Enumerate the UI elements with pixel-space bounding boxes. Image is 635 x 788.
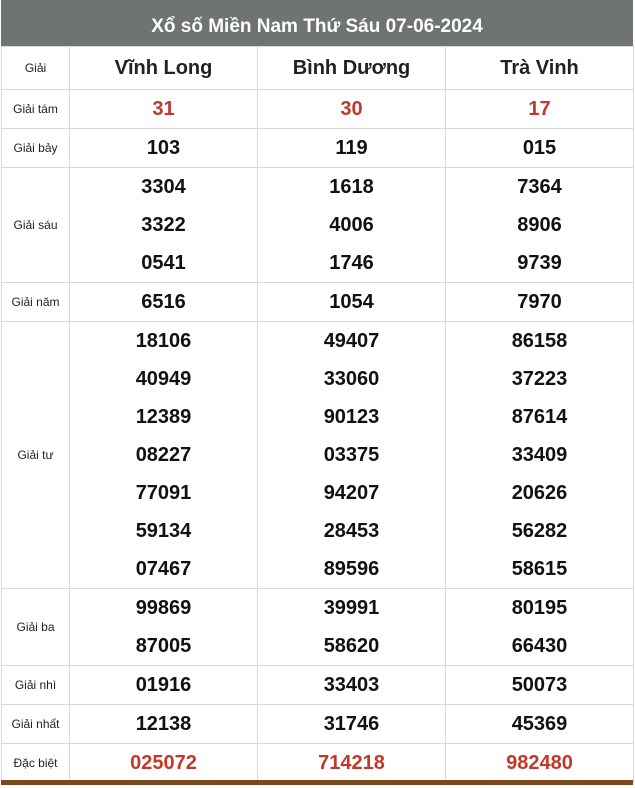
prize-number: 015 <box>522 137 557 159</box>
prize-label: Giải năm <box>2 283 70 322</box>
prize-number: 18106 <box>135 330 192 352</box>
prize-cell <box>446 283 634 322</box>
prize-number: 66430 <box>511 635 568 657</box>
prize-cell <box>70 744 258 783</box>
prize-row <box>2 129 634 168</box>
prize-number: 89596 <box>323 558 380 580</box>
province-header-vinh-long[interactable]: Vĩnh Long <box>70 47 258 90</box>
prize-number: 31 <box>152 98 175 120</box>
prize-label: Giải sáu <box>2 168 70 283</box>
prize-number: 025072 <box>130 752 197 774</box>
prize-number: 33403 <box>323 674 380 696</box>
prize-number: 20626 <box>511 482 568 504</box>
prize-number: 08227 <box>135 444 192 466</box>
prize-cell <box>258 322 446 589</box>
prize-cell <box>70 90 258 129</box>
prize-cell <box>258 666 446 705</box>
prize-number: 6516 <box>141 291 186 313</box>
prize-cell <box>446 168 634 283</box>
prize-number: 7364 <box>517 176 562 198</box>
prize-number: 94207 <box>323 482 380 504</box>
prize-number: 9739 <box>517 252 562 274</box>
prize-row <box>2 322 634 589</box>
results-title: Xổ số Miền Nam Thứ Sáu 07-06-2024 <box>1 0 633 46</box>
prize-number: 86158 <box>511 330 568 352</box>
prize-cell <box>446 666 634 705</box>
prize-row <box>2 589 634 666</box>
prize-cell <box>258 283 446 322</box>
prize-number: 50073 <box>511 674 568 696</box>
prize-number: 80195 <box>511 597 568 619</box>
prize-column-header: Giải <box>2 47 70 90</box>
prize-number: 33409 <box>511 444 568 466</box>
prize-cell <box>70 705 258 744</box>
prize-cell <box>446 129 634 168</box>
prize-label: Giải tám <box>2 90 70 129</box>
prize-number: 982480 <box>506 752 573 774</box>
prize-number: 1054 <box>329 291 374 313</box>
prize-number: 8906 <box>517 214 562 236</box>
prize-number: 1746 <box>329 252 374 274</box>
prize-row <box>2 283 634 322</box>
prize-number: 49407 <box>323 330 380 352</box>
prize-cell <box>446 90 634 129</box>
prize-cell <box>446 322 634 589</box>
results-table <box>1 46 634 783</box>
prize-label: Đặc biệt <box>2 744 70 783</box>
prize-number: 3322 <box>141 214 186 236</box>
prize-cell <box>70 589 258 666</box>
prize-number: 01916 <box>135 674 192 696</box>
prize-number: 99869 <box>135 597 192 619</box>
province-header-tra-vinh[interactable]: Trà Vinh <box>446 47 634 90</box>
prize-cell <box>258 168 446 283</box>
prize-cell <box>70 322 258 589</box>
prize-cell <box>70 168 258 283</box>
bottom-divider <box>1 780 633 785</box>
prize-number: 119 <box>335 137 368 159</box>
prize-number: 12138 <box>135 713 192 735</box>
prize-number: 4006 <box>329 214 374 236</box>
prize-number: 31746 <box>323 713 380 735</box>
prize-number: 87005 <box>135 635 192 657</box>
prize-number: 87614 <box>511 406 568 428</box>
results-widget <box>1 0 633 783</box>
prize-number: 58620 <box>323 635 380 657</box>
prize-cell <box>258 705 446 744</box>
prize-number: 1618 <box>329 176 374 198</box>
prize-cell <box>446 705 634 744</box>
prize-number: 77091 <box>135 482 192 504</box>
prize-number: 56282 <box>511 520 568 542</box>
prize-row <box>2 666 634 705</box>
prize-row <box>2 744 634 783</box>
prize-cell <box>70 666 258 705</box>
prize-number: 714218 <box>318 752 385 774</box>
prize-number: 59134 <box>135 520 192 542</box>
prize-label: Giải ba <box>2 589 70 666</box>
prize-number: 39991 <box>323 597 380 619</box>
prize-number: 58615 <box>511 558 568 580</box>
prize-cell <box>446 589 634 666</box>
prize-number: 40949 <box>135 368 192 390</box>
prize-cell <box>258 129 446 168</box>
prize-label: Giải nhì <box>2 666 70 705</box>
prize-number: 45369 <box>511 713 568 735</box>
province-header-binh-duong[interactable]: Bình Dương <box>258 47 446 90</box>
prize-cell <box>258 90 446 129</box>
prize-label: Giải tư <box>2 322 70 589</box>
prize-cell <box>446 744 634 783</box>
prize-row <box>2 168 634 283</box>
prize-number: 03375 <box>323 444 380 466</box>
prize-number: 17 <box>528 98 551 120</box>
prize-number: 3304 <box>141 176 186 198</box>
prize-cell <box>258 744 446 783</box>
prize-label: Giải bảy <box>2 129 70 168</box>
prize-number: 0541 <box>141 252 186 274</box>
prize-cell <box>258 589 446 666</box>
prize-number: 30 <box>340 98 363 120</box>
prize-cell <box>70 283 258 322</box>
prize-number: 07467 <box>135 558 192 580</box>
prize-cell <box>70 129 258 168</box>
prize-number: 37223 <box>511 368 568 390</box>
prize-row <box>2 705 634 744</box>
prize-number: 90123 <box>323 406 380 428</box>
prize-label: Giải nhất <box>2 705 70 744</box>
prize-number: 12389 <box>135 406 192 428</box>
prize-row <box>2 90 634 129</box>
prize-number: 103 <box>146 137 181 159</box>
prize-number: 33060 <box>323 368 380 390</box>
header-row <box>2 47 634 90</box>
prize-number: 7970 <box>517 291 562 313</box>
prize-number: 28453 <box>323 520 380 542</box>
